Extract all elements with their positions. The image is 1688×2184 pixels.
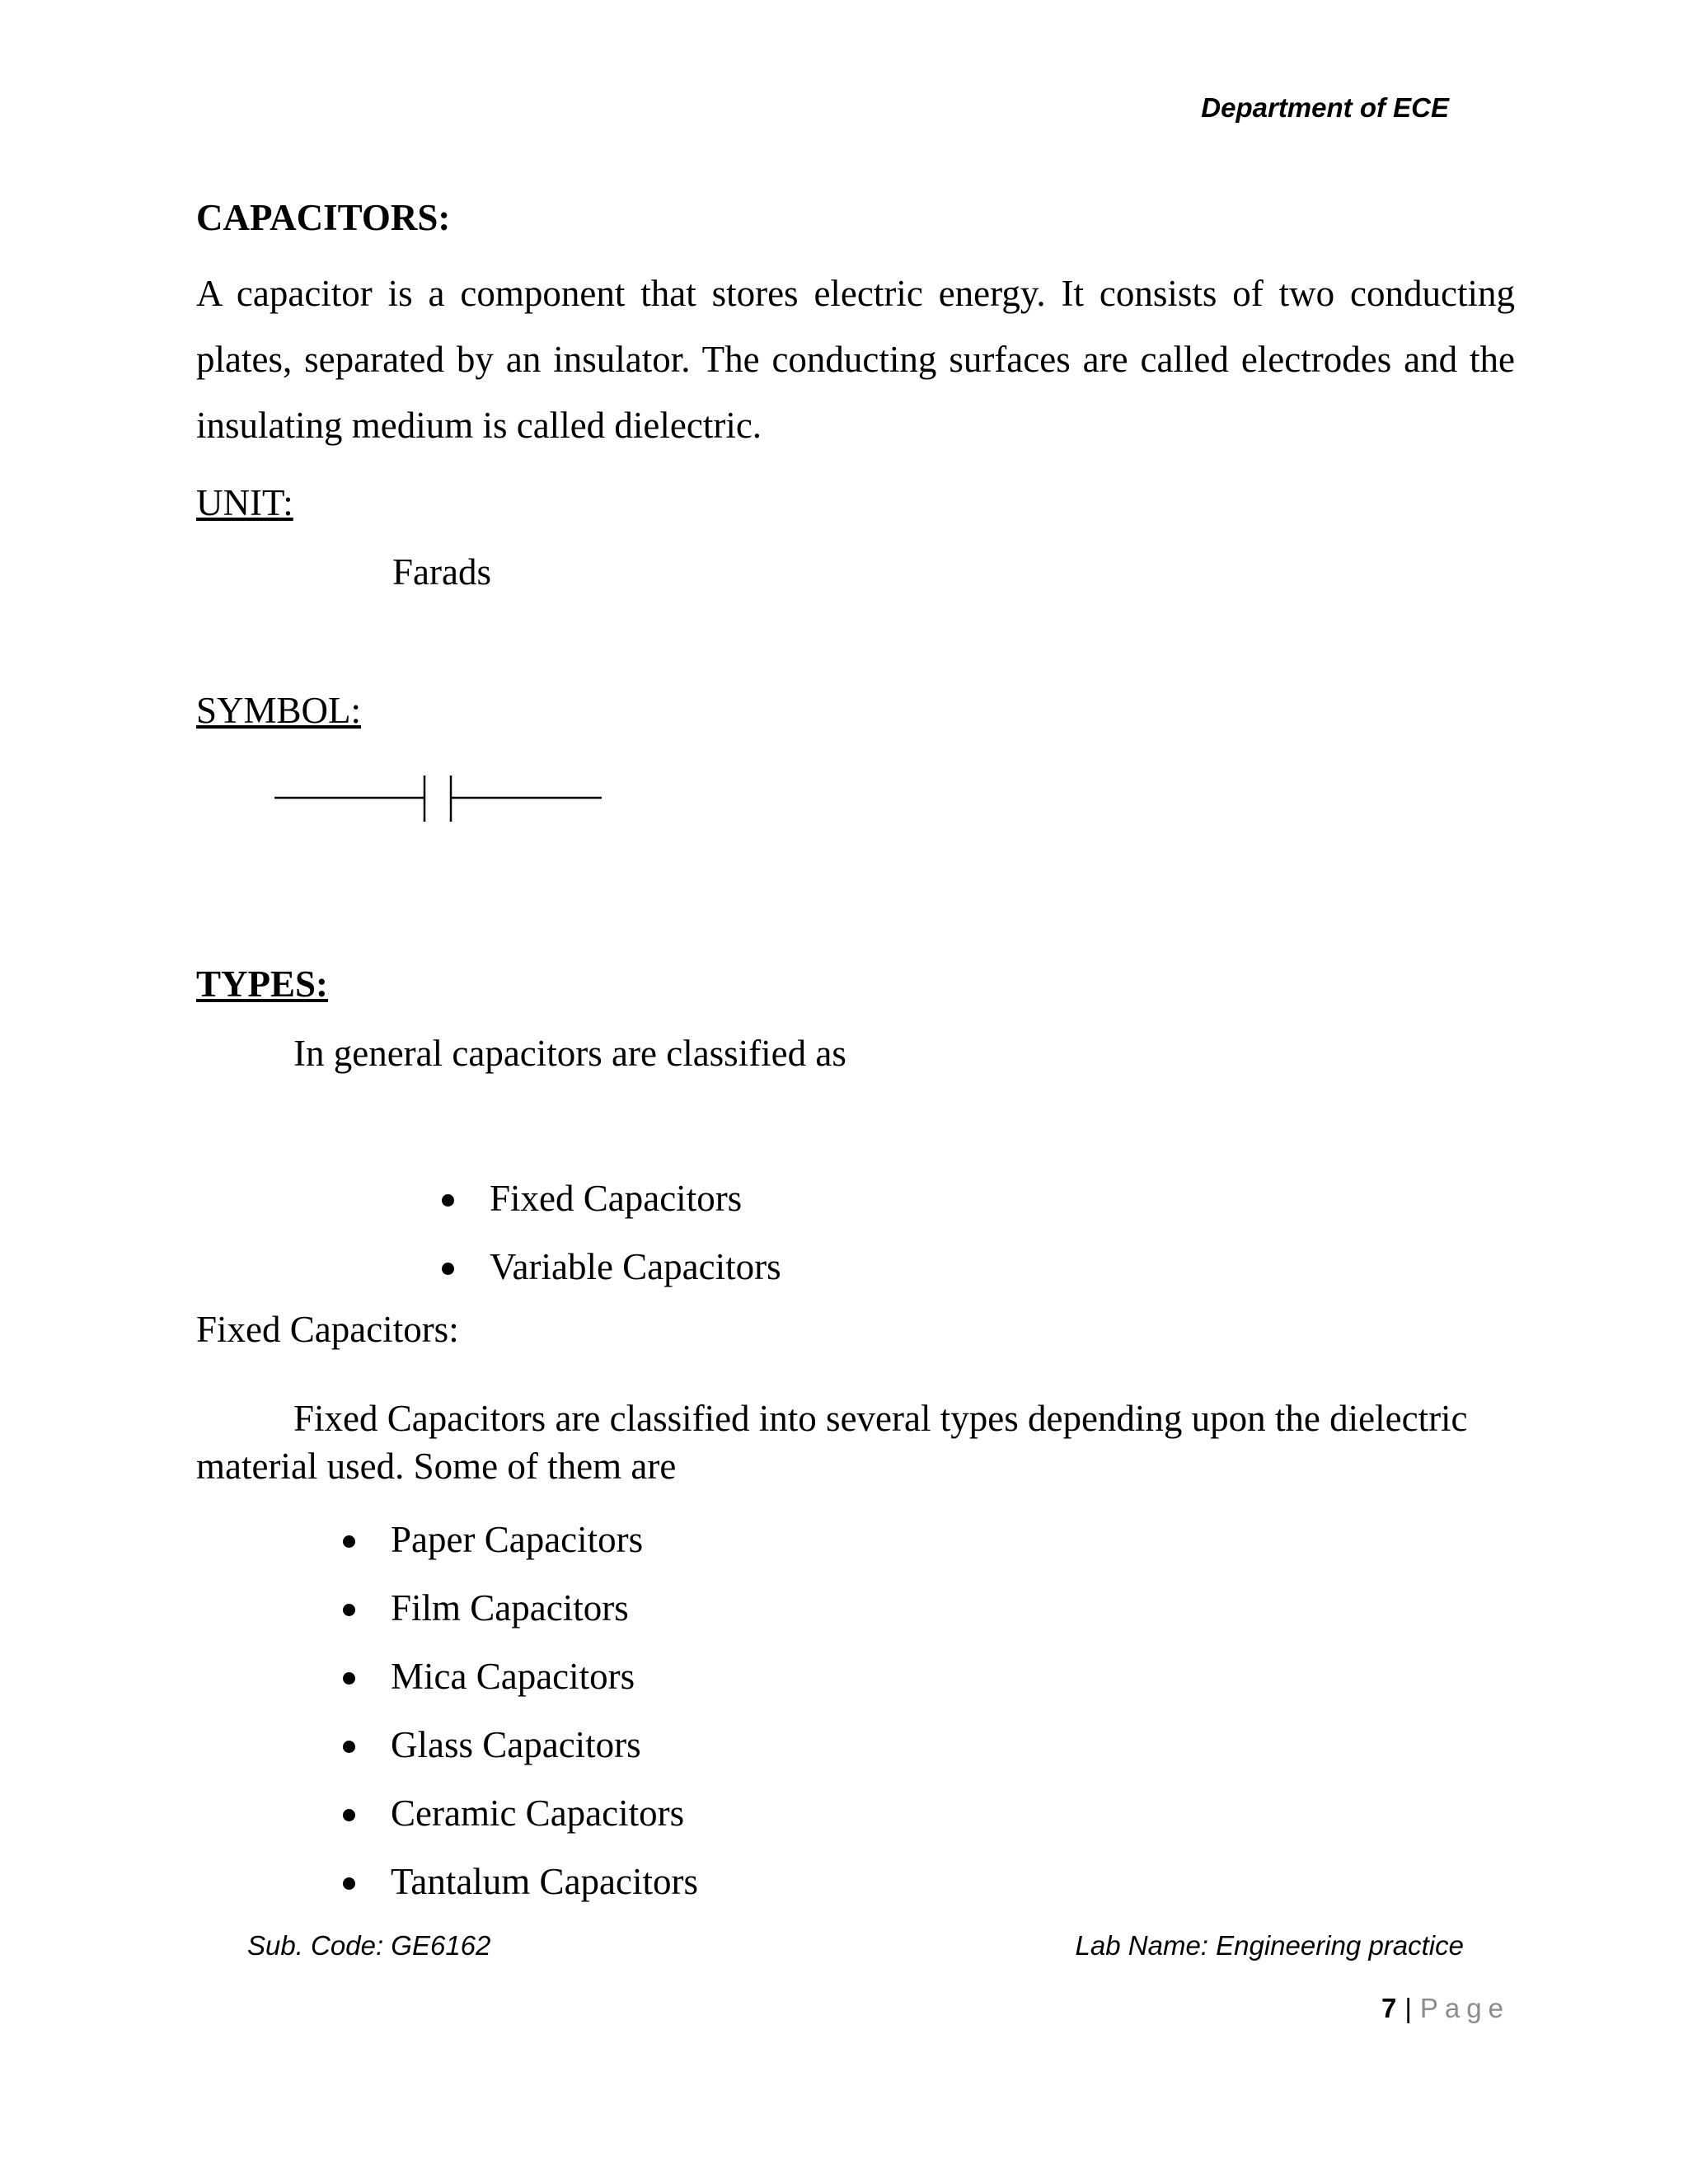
list-item: Ceramic Capacitors <box>343 1779 1002 1848</box>
page-number <box>1381 1993 1510 2024</box>
bullet-icon <box>442 1194 454 1207</box>
bullet-icon <box>343 1741 355 1753</box>
list-item: Paper Capacitors <box>343 1506 1002 1574</box>
bullet-icon <box>343 1809 355 1821</box>
page-number-value: 7 <box>1381 1993 1397 2023</box>
unit-label: UNIT: <box>196 482 293 523</box>
types-list <box>442 1165 1101 1301</box>
types-intro: In general capacitors are classified as <box>293 1033 846 1074</box>
types-label: TYPES: <box>196 963 329 1005</box>
fixed-capacitors-description: Fixed Capacitors are classified into several types depending upon the dielectric material used. Some of them are <box>196 1398 1468 1487</box>
bullet-icon <box>343 1672 355 1685</box>
section-title: CAPACITORS: <box>196 197 451 238</box>
list-item: Film Capacitors <box>343 1574 1002 1643</box>
list-item: Variable Capacitors <box>442 1233 1101 1301</box>
footer-lab-name: Lab Name: Engineering practice <box>1075 1930 1464 1961</box>
list-item: Glass Capacitors <box>343 1711 1002 1779</box>
page-separator: | <box>1404 1993 1412 2023</box>
symbol-label: SYMBOL: <box>196 690 362 731</box>
capacitor-symbol-icon <box>268 771 606 828</box>
header-department: Department of ECE <box>1201 92 1449 123</box>
bullet-icon <box>442 1263 454 1275</box>
list-item: Mica Capacitors <box>343 1643 1002 1711</box>
intro-paragraph: A capacitor is a component that stores electric energy. It consists of two conducting plates, separated by an insulator. The conducting surfaces are called electrodes and the insulating medium is called dielectric. <box>196 273 1515 446</box>
bullet-icon <box>343 1877 355 1890</box>
bullet-icon <box>343 1535 355 1548</box>
fixed-capacitors-heading: Fixed Capacitors: <box>196 1309 459 1350</box>
bullet-icon <box>343 1604 355 1616</box>
fixed-capacitors-list <box>343 1506 1002 1916</box>
list-item: Fixed Capacitors <box>442 1165 1101 1233</box>
page-word: Page <box>1419 1993 1510 2023</box>
unit-value: Farads <box>392 551 491 593</box>
list-item: Tantalum Capacitors <box>343 1848 1002 1916</box>
footer-sub-code: Sub. Code: GE6162 <box>247 1930 491 1961</box>
